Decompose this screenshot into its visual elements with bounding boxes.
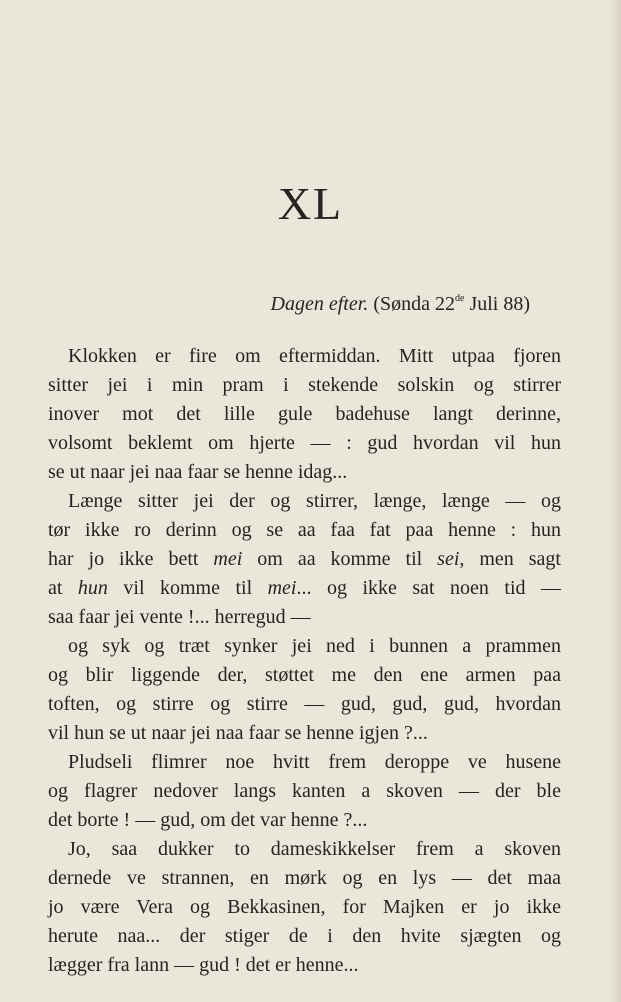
text-line: [48, 690, 561, 719]
text-line: [48, 603, 561, 632]
text-segment: at: [48, 577, 78, 599]
text-line: [48, 545, 561, 574]
text-line: [48, 951, 561, 980]
page-edge-shadow: [609, 0, 621, 1002]
text-segment: Pludseli flimrer noe hvitt frem deroppe ve husene: [68, 751, 561, 773]
text-segment: Klokken er fire om eftermiddan. Mitt utpaa fjoren: [68, 345, 561, 367]
text-segment: , men sagt: [459, 548, 561, 570]
text-line: [48, 487, 561, 516]
text-segment: vil hun se ut naar jei naa faar se henne igjen ?...: [48, 722, 428, 744]
italic-word: sei: [437, 548, 460, 570]
dateline-superscript: de: [454, 293, 465, 304]
italic-word: mei: [213, 548, 243, 570]
text-line: [48, 893, 561, 922]
text-line: [48, 661, 561, 690]
text-segment: har jo ikke bett: [48, 548, 214, 570]
text-segment: Jo, saa dukker to dameskikkelser frem a skoven: [68, 838, 561, 860]
dateline-italic: Dagen efter.: [270, 293, 369, 315]
text-segment: jo være Vera og Bekkasinen, for Majken er jo ikke: [48, 896, 561, 918]
text-line: [48, 777, 561, 806]
text-segment: herute naa... der stiger de i den hvite sjægten og: [48, 925, 561, 947]
text-line: [48, 574, 561, 603]
chapter-title: XL: [277, 178, 344, 229]
text-segment: tør ikke ro derinn og se aa faa fat paa henne : hun: [48, 519, 561, 541]
dateline: [0, 285, 530, 318]
text-line: [48, 719, 561, 748]
text-segment: sitter jei i min pram i stekende solskin og stirrer: [48, 374, 561, 396]
body-text: [48, 342, 561, 980]
text-segment: ... og ikke sat noen tid —: [296, 577, 562, 599]
text-segment: og flagrer nedover langs kanten a skoven — der ble: [48, 780, 561, 802]
italic-word: hun: [77, 577, 108, 599]
text-segment: det borte ! — gud, om det var henne ?...: [48, 809, 368, 831]
text-segment: inover mot det lille gule badehuse langt derinne,: [48, 403, 561, 425]
text-segment: saa faar jei vente !... herregud —: [48, 606, 311, 628]
text-line: [48, 516, 561, 545]
text-line: [48, 400, 561, 429]
text-segment: Længe sitter jei der og stirrer, længe, længe — og: [68, 490, 561, 512]
text-segment: lægger fra lann — gud ! det er henne...: [48, 954, 359, 976]
text-segment: dernede ve strannen, en mørk og en lys — det maa: [48, 867, 561, 889]
text-segment: toften, og stirre og stirre — gud, gud, gud, hvordan: [48, 693, 561, 715]
text-segment: og blir liggende der, støttet me den ene armen paa: [48, 664, 561, 686]
text-line: [48, 922, 561, 951]
text-line: [48, 806, 561, 835]
text-segment: se ut naar jei naa faar se henne idag...: [48, 461, 348, 483]
text-segment: volsomt beklemt om hjerte — : gud hvordan vil hun: [48, 432, 561, 454]
text-segment: vil komme til: [107, 577, 268, 599]
italic-word: mei: [267, 577, 297, 599]
text-line: [48, 458, 561, 487]
text-line: [48, 342, 561, 371]
text-line: [48, 429, 561, 458]
text-segment: og syk og træt synker jei ned i bunnen a prammen: [68, 635, 561, 657]
text-line: [48, 835, 561, 864]
text-line: [48, 748, 561, 777]
text-segment: om aa komme til: [242, 548, 438, 570]
dateline-open: (Sønda 22: [373, 293, 455, 315]
text-line: [48, 371, 561, 400]
dateline-close: Juli 88): [464, 293, 530, 315]
text-line: [48, 864, 561, 893]
text-line: [48, 632, 561, 661]
